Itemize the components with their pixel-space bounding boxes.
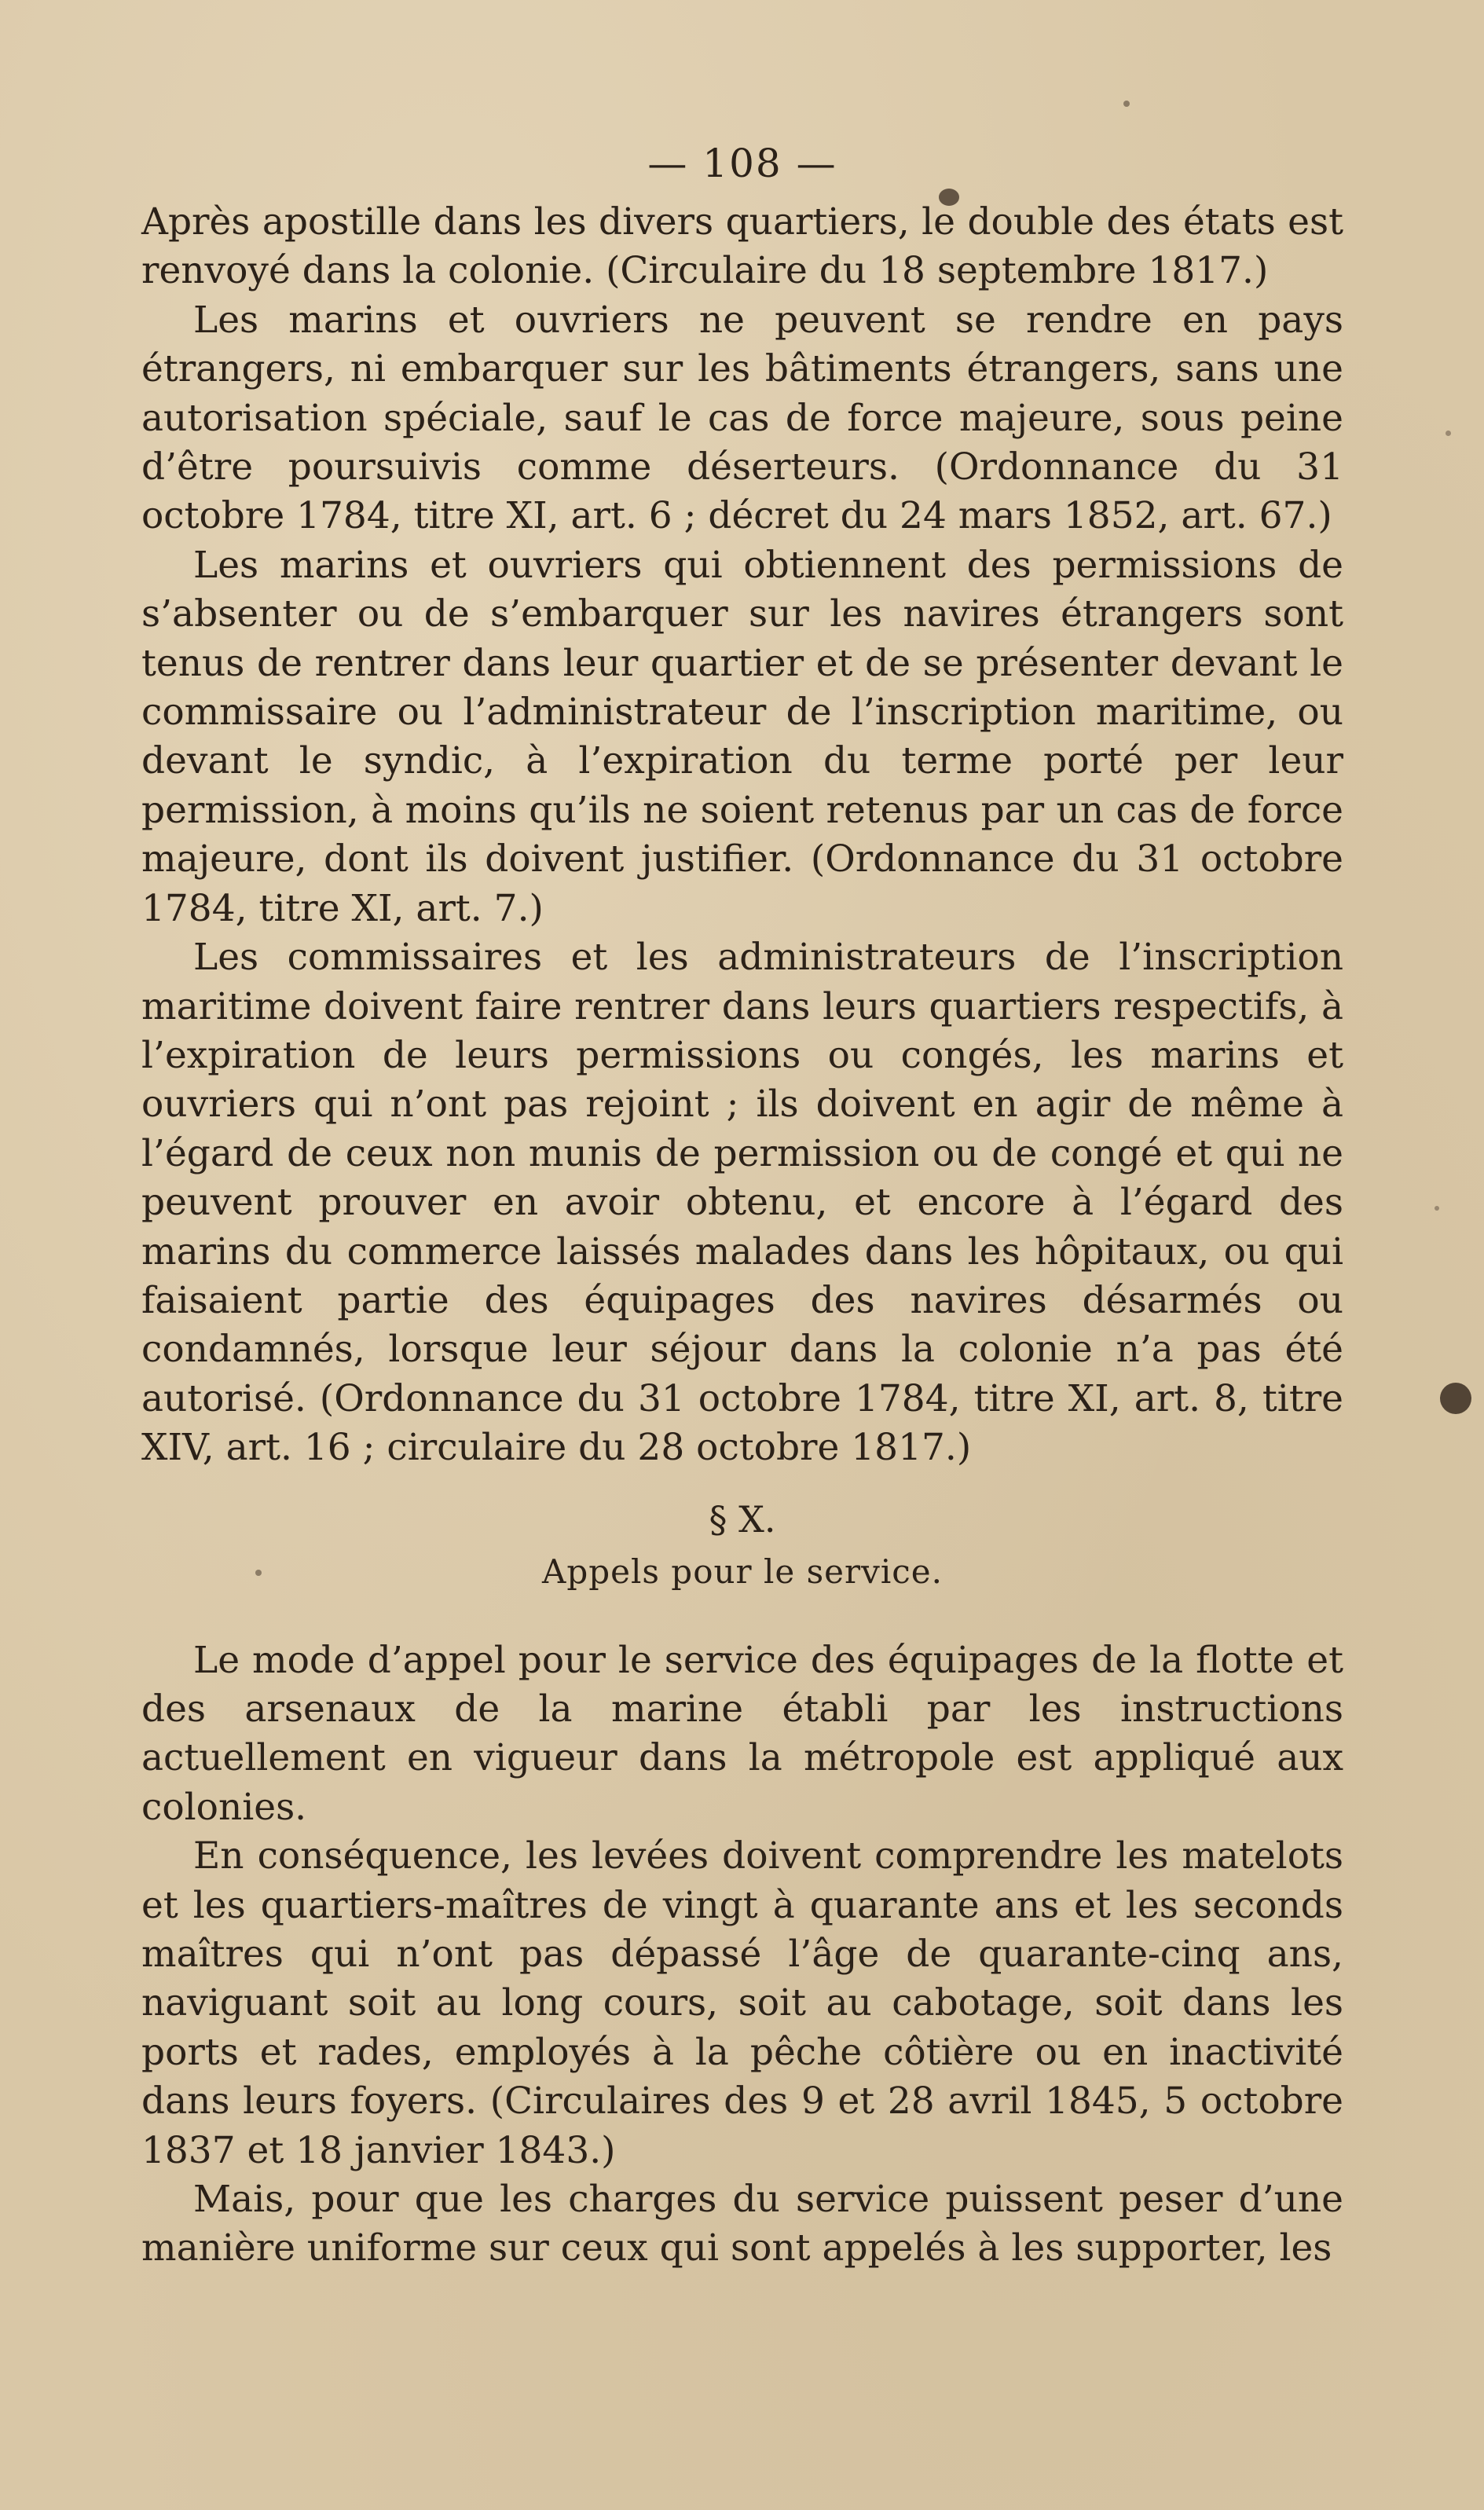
section-mark: § X. [709,1497,776,1541]
paragraph: Les commissaires et les administrateurs de l’inscription maritime doivent faire rentrer dans leurs quartiers respectifs, à l’expiration de leurs permissions ou congés, les marins et ouvriers qui n’ont pas rejoint ; ils doivent en agir de même à l’égard de ceux non munis de permission ou de congé et qui ne peuvent prouver en avoir obtenu, et encore à l’égard des marins du commerce laissés malades dans les hôpitaux, ou qui faisaient partie des équipages des navires désarmés ou condamnés, lorsque leur séjour dans la colonie n’a pas été autorisé. (Ordonnance du 31 octobre 1784, titre XI, art. 8, titre XIV, art. 16 ; circulaire du 28 octobre 1817.) [141,936,1343,1470]
paragraph: Les marins et ouvriers ne peuvent se rendre en pays étrangers, ni embarquer sur les bâtiments étrangers, sans une autorisation spéciale, sauf le cas de force majeure, sous peine d’être poursuivis comme déserteurs. (Ordonnance du 31 octobre 1784, titre XI, art. 6 ; décret du 24 mars 1852, art. 67.) [141,298,1343,538]
ink-speck-3 [1435,1206,1439,1211]
paragraph: Le mode d’appel pour le service des équipages de la flotte et des arsenaux de la marine établi par les instructions actuellement en vigueur dans la métropole est appliqué aux colonies. [141,1638,1343,1829]
section-title: Appels pour le service. [542,1552,943,1591]
paragraph: En conséquence, les levées doivent comprendre les matelots et les quartiers-maîtres de vingt à quarante ans et les seconds maîtres qui n’ont pas dépassé l’âge de quarante-cinq ans, naviguant soit au long cours, soit au cabotage, soit dans les ports et rades, employés à la pêche côtière ou en inactivité dans leurs foyers. (Circulaires des 9 et 28 avril 1845, 5 octobre 1837 et 18 janvier 1843.) [141,1834,1343,2172]
page-number: — 108 — [647,141,837,186]
paragraph: Mais, pour que les charges du service puissent peser d’une manière uniforme sur ceux qui sont appelés à les supporter, les [141,2178,1343,2270]
ink-speck-2 [1446,431,1451,436]
ink-blot-right [1440,1383,1471,1414]
paragraph: Les marins et ouvriers qui obtiennent des permissions de s’absenter ou de s’embarquer sur les navires étrangers sont tenus de rentrer dans leur quartier et de se présenter devant le commissaire ou l’administrateur de l’inscription maritime, ou devant le syndic, à l’expiration du terme porté per leur permission, à moins qu’ils ne soient retenus par un cas de force majeure, dont ils doivent justifier. (Ordonnance du 31 octobre 1784, titre XI, art. 7.) [141,543,1343,930]
ink-speck-1 [1123,101,1130,107]
page-content [141,134,1343,2274]
paragraph: Après apostille dans les divers quartiers, le double des états est renvoyé dans la colonie. (Circulaire du 18 septembre 1817.) [141,200,1343,293]
